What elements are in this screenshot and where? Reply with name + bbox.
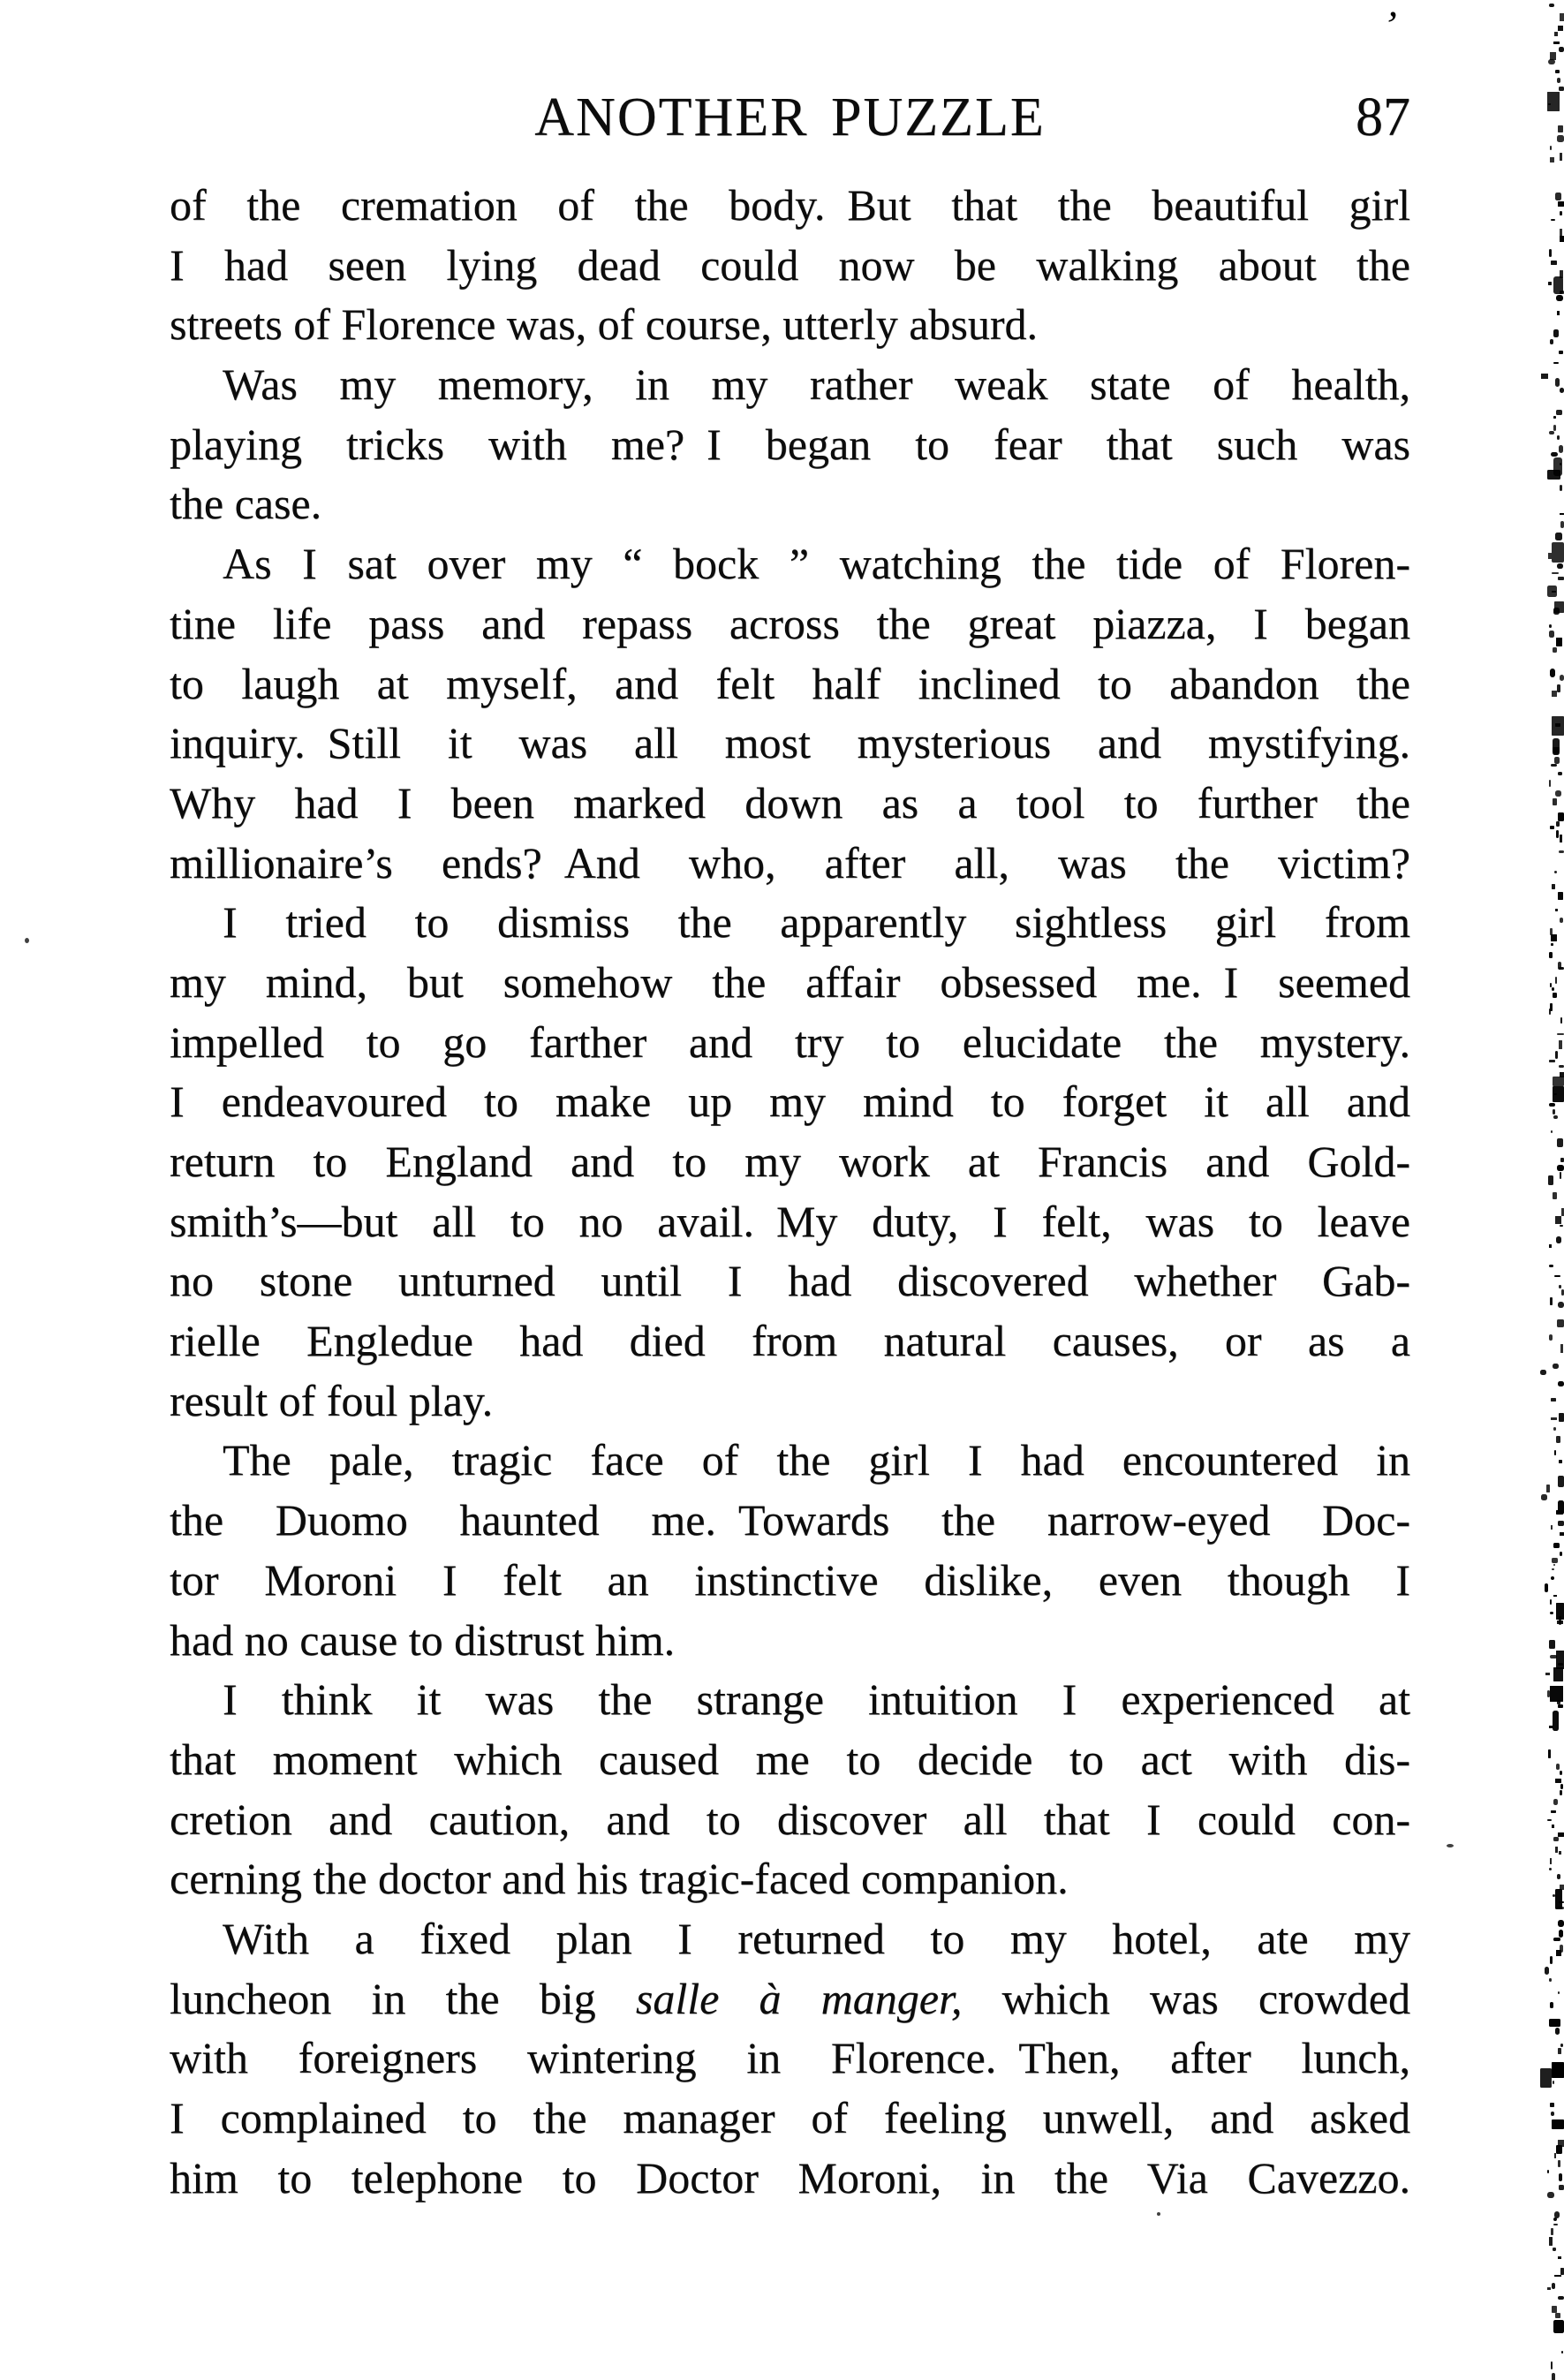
- scan-noise-speck: [1558, 2048, 1561, 2054]
- scan-noise-speck: [1559, 2185, 1564, 2190]
- scan-noise-speck: [1552, 2062, 1564, 2078]
- scan-noise-speck: [1559, 47, 1564, 52]
- scan-noise-speck: [1560, 229, 1562, 238]
- text-line: tor Moroni I felt an instinctive dislike, even though I: [170, 1554, 1410, 1605]
- scan-noise-speck: [1548, 103, 1552, 106]
- scan-noise-speck: [1559, 1616, 1561, 1625]
- scan-noise-speck: [1547, 2287, 1551, 2291]
- scan-noise-speck: [1541, 374, 1548, 379]
- scan-noise-speck: [1554, 1450, 1557, 1455]
- scan-noise-speck: [1558, 962, 1561, 970]
- scan-noise-speck: [1557, 1874, 1560, 1879]
- scan-noise-speck: [1558, 772, 1562, 775]
- scan-noise-speck: [1552, 716, 1564, 736]
- scan-noise-speck: [1558, 1381, 1564, 1386]
- scan-noise-speck: [1547, 1819, 1551, 1821]
- scan-noise-speck: [1557, 684, 1560, 692]
- scan-noise-speck: [1559, 1285, 1562, 1288]
- scan-noise-speck: [1553, 747, 1559, 752]
- scan-noise-speck: [1560, 211, 1562, 215]
- scan-noise-speck: [1549, 1009, 1551, 1014]
- scan-noise-speck: [1547, 1690, 1550, 1697]
- scan-noise-speck: [1558, 2296, 1564, 2299]
- scan-noise-speck: [1553, 276, 1563, 294]
- scan-noise-speck: [1553, 738, 1560, 755]
- scan-noise-speck: [1553, 1595, 1557, 1597]
- text-line: playing tricks with me? I began to fear that such was: [170, 419, 1410, 469]
- text-line: cerning the doctor and his tragic-faced companion.: [170, 1854, 1069, 1904]
- scan-noise-speck: [1553, 1364, 1559, 1369]
- scan-noise-speck: [1559, 445, 1563, 453]
- scan-noise-speck: [1549, 1978, 1553, 1982]
- scan-noise-speck: [1560, 918, 1563, 923]
- scan-noise-speck: [1547, 92, 1560, 111]
- scan-noise-speck: [1556, 1651, 1564, 1670]
- scan-noise-speck: [1554, 2153, 1556, 2158]
- scan-noise-speck: [1547, 2170, 1549, 2173]
- scan-noise-speck: [1558, 812, 1564, 821]
- scan-noise-speck: [1549, 1244, 1553, 1248]
- text-line: I endeavoured to make up my mind to forget it all and: [170, 1077, 1410, 1127]
- scan-noise-speck: [1553, 1799, 1558, 1804]
- scan-noise-speck: [1550, 928, 1553, 935]
- scan-noise-speck: [1555, 977, 1557, 984]
- text-line: of the cremation of the body. But that the beautiful girl: [170, 180, 1410, 230]
- scan-noise-speck: [1553, 608, 1560, 615]
- scan-noise-speck: [1558, 2140, 1564, 2147]
- scan-noise-speck: [1558, 26, 1564, 32]
- scan-noise-speck: [1550, 1686, 1563, 1702]
- scan-noise-speck: [1560, 1790, 1562, 1795]
- scan-noise-speck: [1558, 577, 1564, 580]
- scan-noise-speck: [1555, 1051, 1558, 1059]
- text-line: my mind, but somehow the affair obsessed me. I seemed: [170, 956, 1410, 1007]
- scan-noise-speck: [1560, 485, 1563, 492]
- text-line: rielle Engledue had died from natural causes, or as a: [170, 1316, 1410, 1366]
- scan-noise-speck: [1560, 1784, 1563, 1790]
- scan-noise-speck: [1554, 2211, 1560, 2219]
- scan-noise-speck: [1557, 1319, 1564, 1328]
- scan-noise-speck: [1553, 2081, 1554, 2084]
- scan-noise-speck: [1549, 1726, 1553, 1728]
- scan-noise-speck: [1555, 1847, 1558, 1854]
- scan-noise-speck: [1558, 1302, 1564, 1308]
- scan-noise-speck: [1560, 153, 1562, 161]
- scan-noise-speck: [1550, 146, 1553, 150]
- scan-noise-speck: [1557, 1907, 1564, 1909]
- scan-noise-speck: [1549, 780, 1551, 787]
- scan-noise-speck: [1552, 1825, 1554, 1829]
- scan-noise-speck: [1548, 282, 1552, 285]
- scan-noise-speck: [1560, 521, 1564, 528]
- scan-noise-speck: [1561, 1208, 1564, 1217]
- scan-noise-speck: [1556, 1510, 1563, 1515]
- scan-noise-speck: [1560, 1945, 1563, 1953]
- text-line: to laugh at myself, and felt half inclined to abandon the: [170, 658, 1410, 708]
- scan-noise-speck: [1553, 647, 1557, 653]
- scan-noise-speck: [1553, 416, 1557, 419]
- scan-noise-speck: [1547, 2192, 1553, 2198]
- scan-noise-speck: [1555, 1216, 1561, 1224]
- scan-noise-speck: [1558, 2160, 1560, 2168]
- scan-noise-speck: [1555, 1779, 1561, 1783]
- scan-noise-speck: [1549, 624, 1551, 628]
- scan-noise-speck: [1553, 1667, 1563, 1681]
- scan-noise-speck: [1549, 1060, 1555, 1062]
- scan-noise-speck: [1553, 798, 1558, 806]
- scan-noise-speck: [1553, 362, 1559, 365]
- scan-noise-speck: [1551, 2228, 1553, 2236]
- text-line: that moment which caused me to decide to act with dis-: [170, 1734, 1410, 1784]
- scan-noise-speck: [1540, 2068, 1552, 2088]
- scan-noise-speck: [1559, 1040, 1562, 1048]
- scan-noise-speck: [1553, 1837, 1560, 1841]
- scan-noise-speck: [1560, 1172, 1562, 1179]
- scan-noise-speck: [1552, 691, 1558, 698]
- scan-noise-speck: [1558, 2256, 1560, 2259]
- scan-noise-speck: [1549, 1265, 1553, 1267]
- scan-noise-speck: [1557, 1033, 1564, 1036]
- scan-noise-speck: [1554, 757, 1560, 764]
- scan-noise-speck: [1554, 601, 1564, 613]
- scan-noise-speck: [1547, 470, 1560, 480]
- scan-noise-speck: [1560, 388, 1564, 394]
- scan-noise-speck: [1560, 1017, 1563, 1024]
- scan-noise-speck: [1551, 2112, 1554, 2116]
- text-line: streets of Florence was, of course, utterly absurd.: [170, 299, 1039, 350]
- text-line: I tried to dismiss the apparently sightless girl from: [223, 897, 1410, 948]
- scan-noise-speck: [1550, 1655, 1557, 1658]
- text-line: I had seen lying dead could now be walking about the: [170, 239, 1410, 290]
- scan-noise-speck: [1557, 311, 1559, 316]
- text-line: I complained to the manager of feeling unwell, and asked: [170, 2093, 1410, 2142]
- scan-noise-speck: [1554, 1275, 1560, 1278]
- scan-noise-speck: [1551, 934, 1557, 942]
- scan-noise-speck: [1558, 1704, 1563, 1709]
- stray-ink-mark: ’: [1381, 2, 1402, 49]
- scan-noise-speck: [1553, 1543, 1560, 1548]
- scan-noise-speck: [1546, 1485, 1550, 1492]
- scan-noise-speck: [1551, 1810, 1556, 1813]
- scan-noise-speck: [1559, 967, 1564, 971]
- scan-noise-speck: [1553, 2218, 1558, 2221]
- scan-noise-speck: [1550, 983, 1552, 987]
- scan-noise-speck: [1560, 1072, 1564, 1077]
- text-line: inquiry. Still it was all most mysterious and mystifying.: [170, 718, 1410, 768]
- scan-noise-speck: [1549, 4, 1554, 7]
- scan-noise-speck: [1549, 2019, 1560, 2028]
- scan-noise-speck: [1560, 2044, 1563, 2047]
- scan-noise-speck: [1559, 1851, 1561, 1855]
- scan-noise-speck: [1550, 2002, 1553, 2008]
- scan-noise-speck: [1556, 295, 1562, 301]
- scan-noise-speck: [1559, 87, 1564, 92]
- text-line: result of foul play.: [170, 1375, 494, 1425]
- scan-noise-speck: [1555, 378, 1560, 387]
- scan-noise-speck: [1553, 42, 1560, 45]
- scan-noise-speck: [1553, 1564, 1556, 1567]
- scan-noise-speck: [1550, 2103, 1555, 2107]
- scan-noise-speck: [1553, 425, 1556, 431]
- scan-noise-speck: [1555, 2313, 1560, 2318]
- scan-noise-speck: [1553, 2224, 1558, 2225]
- scan-noise-speck: [1548, 553, 1552, 559]
- scan-noise-speck: [1558, 1521, 1564, 1526]
- text-line: smith’s—but all to no avail. My duty, I felt, was to leave: [170, 1196, 1410, 1246]
- scan-noise-speck: [1553, 2248, 1556, 2251]
- text-line: return to England and to my work at Francis and Gold-: [170, 1137, 1410, 1186]
- scan-noise-speck: [1560, 1885, 1564, 1890]
- scan-noise-speck: [1556, 1950, 1561, 1956]
- scan-noise-speck: [1556, 821, 1560, 827]
- scan-noise-speck: [1558, 1832, 1564, 1837]
- scan-noise-speck: [1558, 892, 1564, 900]
- scan-noise-speck: [1553, 1938, 1560, 1941]
- scan-noise-speck: [1550, 826, 1554, 829]
- scan-noise-speck: [1560, 236, 1564, 242]
- text-line: tine life pass and repass across the great piazza, I began: [170, 598, 1410, 648]
- scan-noise-speck: [1551, 1525, 1553, 1530]
- scan-noise-speck: [1551, 1576, 1554, 1580]
- scan-noise-speck: [1552, 2283, 1556, 2289]
- scan-noise-speck: [1551, 764, 1558, 767]
- scan-noise-speck: [1560, 1552, 1562, 1556]
- scan-noise-speck: [1549, 952, 1553, 958]
- scan-noise-speck: [1549, 2237, 1553, 2246]
- scan-noise-speck: [1561, 2351, 1564, 2354]
- scan-noise-speck: [1552, 884, 1556, 889]
- scan-noise-speck: [1560, 1532, 1564, 1537]
- scan-noise-speck: [1552, 987, 1554, 991]
- scan-noise-speck: [1557, 135, 1564, 142]
- stray-ink-dot: [1157, 2212, 1160, 2216]
- scan-noise-speck: [1555, 533, 1562, 540]
- scan-noise-speck: [1557, 1621, 1563, 1624]
- text-line: with foreigners wintering in Florence. Then, after lunch,: [170, 2033, 1410, 2083]
- scan-noise-speck: [1556, 2145, 1562, 2154]
- scan-noise-speck: [1552, 591, 1556, 593]
- scan-noise-speck: [1553, 1093, 1558, 1095]
- scan-noise-speck: [1548, 59, 1555, 64]
- scan-noise-speck: [1553, 1711, 1559, 1731]
- text-line: Was my memory, in my rather weak state of health,: [223, 359, 1410, 410]
- text-line: him to telephone to Doctor Moroni, in the Via Cavezzo.: [170, 2152, 1410, 2202]
- stray-ink-dot: [1447, 1844, 1454, 1847]
- scan-noise-speck: [1553, 1077, 1564, 1087]
- scan-noise-speck: [1554, 2275, 1561, 2277]
- text-line: With a fixed plan I returned to my hotel, ate my: [223, 1913, 1410, 1963]
- scan-noise-speck: [1550, 157, 1554, 162]
- page-body-text: [170, 176, 1410, 2208]
- scan-noise-speck: [1545, 1967, 1549, 1975]
- scan-noise-speck: [1560, 2268, 1564, 2276]
- scan-noise-speck: [1553, 1192, 1557, 1198]
- scan-noise-speck: [1559, 1460, 1562, 1463]
- scan-noise-speck: [1550, 1956, 1553, 1964]
- scan-noise-speck: [1560, 675, 1564, 681]
- scan-noise-speck: [1553, 457, 1562, 477]
- scan-noise-speck: [1552, 2306, 1558, 2314]
- scan-noise-speck: [1560, 291, 1564, 295]
- scan-noise-speck: [1559, 1065, 1564, 1068]
- scan-noise-speck: [1551, 1417, 1557, 1420]
- scan-noise-speck: [1548, 1175, 1554, 1184]
- scan-noise-speck: [1553, 1086, 1564, 1102]
- scan-noise-speck: [1550, 1297, 1552, 1305]
- text-line: As I sat over my “ bock ” watching the tide of Floren-: [223, 539, 1410, 589]
- scan-noise-speck: [1551, 943, 1553, 947]
- scan-noise-speck: [1555, 909, 1558, 910]
- text-line: the case.: [170, 479, 322, 529]
- scan-noise-speck: [1547, 586, 1557, 597]
- scan-noise-speck: [1560, 835, 1563, 842]
- text-line: Why had I been marked down as a tool to further the: [170, 777, 1410, 827]
- text-line: the Duomo haunted me. Towards the narrow-eyed Doc-: [170, 1495, 1410, 1545]
- scan-noise-speck: [1554, 32, 1558, 35]
- scan-noise-speck: [1555, 2028, 1560, 2035]
- scan-noise-speck: [1559, 351, 1563, 354]
- scan-noise-speck: [1549, 431, 1554, 434]
- text-line: millionaire’s ends? And who, after all, was the victim?: [170, 837, 1410, 888]
- scan-noise-speck: [1550, 1612, 1553, 1614]
- scan-noise-speck: [1556, 638, 1561, 646]
- text-line: impelled to go farther and try to elucidate the mystery.: [170, 1016, 1410, 1067]
- scan-noise-speck: [1557, 1138, 1564, 1147]
- scan-noise-speck: [1554, 871, 1557, 873]
- chapter-running-title: ANOTHER PUZZLE: [534, 87, 1046, 147]
- scan-noise-speck: [1549, 1640, 1555, 1649]
- scan-noise-speck: [1557, 78, 1560, 83]
- scan-noise-speck: [1552, 2373, 1555, 2380]
- text-line: had no cause to distrust him.: [170, 1614, 676, 1665]
- scan-noise-speck: [1559, 1413, 1564, 1422]
- scan-noise-speck: [1556, 1764, 1560, 1770]
- scan-noise-speck: [1550, 669, 1555, 676]
- scan-noise-speck: [1548, 1749, 1552, 1758]
- scan-noise-speck: [1555, 790, 1561, 797]
- scan-noise-speck: [1558, 201, 1564, 207]
- scan-noise-speck: [1557, 563, 1563, 569]
- scan-noise-speck: [1553, 1115, 1558, 1119]
- scan-noise-speck: [1551, 2361, 1553, 2369]
- scan-noise-speck: [1560, 1771, 1562, 1775]
- scan-noise-speck: [1549, 1868, 1552, 1870]
- scan-noise-speck: [1553, 2320, 1564, 2333]
- text-line: luncheon in the big salle à manger, which was crowded: [170, 1973, 1410, 2023]
- scan-noise-speck: [1560, 270, 1564, 278]
- scan-noise-speck: [1550, 339, 1553, 344]
- scan-noise-speck: [1556, 1603, 1564, 1620]
- scan-noise-speck: [1558, 125, 1563, 132]
- scan-noise-speck: [1552, 572, 1559, 574]
- scan-noise-speck: [1550, 52, 1556, 60]
- scan-noise-speck: [1549, 631, 1554, 638]
- scan-noise-speck: [1560, 1225, 1562, 1227]
- scan-noise-speck: [1558, 1920, 1564, 1926]
- scan-noise-speck: [1556, 1236, 1561, 1244]
- scan-noise-speck: [1560, 13, 1564, 21]
- scan-noise-speck: [1555, 70, 1560, 73]
- scan-noise-speck: [1550, 1599, 1552, 1606]
- scan-noise-speck: [1552, 1558, 1558, 1563]
- scan-noise-speck: [1559, 1930, 1563, 1938]
- scan-noise-speck: [1553, 329, 1559, 337]
- running-head: [170, 89, 1410, 146]
- scan-noise-speck: [1551, 1130, 1553, 1133]
- scan-noise-speck: [1553, 1109, 1555, 1114]
- scan-noise-speck: [1552, 542, 1564, 562]
- scan-noise-speck: [1540, 1370, 1546, 1375]
- scan-noise-speck: [1553, 752, 1559, 754]
- scan-noise-speck: [1556, 410, 1561, 416]
- scan-noise-speck: [1559, 2173, 1562, 2181]
- scan-noise-speck: [1555, 723, 1560, 727]
- scan-noise-speck: [1558, 1663, 1564, 1666]
- scan-noise-speck: [1545, 1583, 1548, 1592]
- scan-noise-speck: [1557, 1165, 1564, 1171]
- scan-noise-speck: [1550, 1003, 1553, 1011]
- text-line: The pale, tragic face of the girl I had encountered in: [223, 1435, 1410, 1485]
- text-line: no stone unturned until I had discovered whether Gab-: [170, 1256, 1410, 1306]
- scan-noise-speck: [1560, 463, 1562, 465]
- text-line: cretion and caution, and to discover all that I could con-: [170, 1794, 1410, 1844]
- scan-noise-speck: [1560, 1344, 1563, 1353]
- scan-noise-speck: [1551, 219, 1555, 222]
- scan-noise-speck: [1557, 1700, 1560, 1704]
- scan-noise-speck: [1552, 1568, 1554, 1571]
- text-line: I think it was the strange intuition I experienced at: [223, 1674, 1410, 1725]
- stray-ink-dot: [25, 938, 29, 943]
- scan-noise-speck: [1556, 830, 1560, 838]
- scan-noise-speck: [1559, 850, 1564, 853]
- scan-noise-speck: [1549, 1334, 1553, 1341]
- scan-noise-speck: [1555, 1889, 1563, 1910]
- scan-noise-speck: [1551, 261, 1557, 265]
- scan-noise-speck: [1541, 1494, 1547, 1500]
- scan-noise-speck: [1549, 1103, 1556, 1107]
- scan-noise-speck: [1558, 1476, 1564, 1487]
- scan-noise-speck: [1551, 452, 1558, 457]
- scan-noise-speck: [1551, 1398, 1556, 1402]
- scan-noise-speck: [1545, 1673, 1550, 1675]
- scan-noise-speck: [1549, 249, 1552, 257]
- scan-noise-speck: [1555, 193, 1561, 200]
- page-number: 87: [1356, 87, 1410, 147]
- scan-noise-speck: [1553, 993, 1557, 998]
- scan-noise-speck: [1558, 1991, 1560, 1994]
- scan-noise-speck: [1560, 513, 1564, 515]
- scan-noise-speck: [1560, 1158, 1564, 1162]
- scan-noise-speck: [1550, 1858, 1552, 1864]
- scan-noise-speck: [1556, 1436, 1560, 1444]
- scan-noise-speck: [1557, 435, 1560, 440]
- scan-noise-speck: [1553, 1894, 1556, 1897]
- scan-noise-speck: [1553, 1427, 1556, 1432]
- scan-noise-speck: [1559, 1901, 1564, 1903]
- scan-noise-speck: [1552, 2119, 1564, 2128]
- scan-noise-speck: [1558, 1500, 1564, 1515]
